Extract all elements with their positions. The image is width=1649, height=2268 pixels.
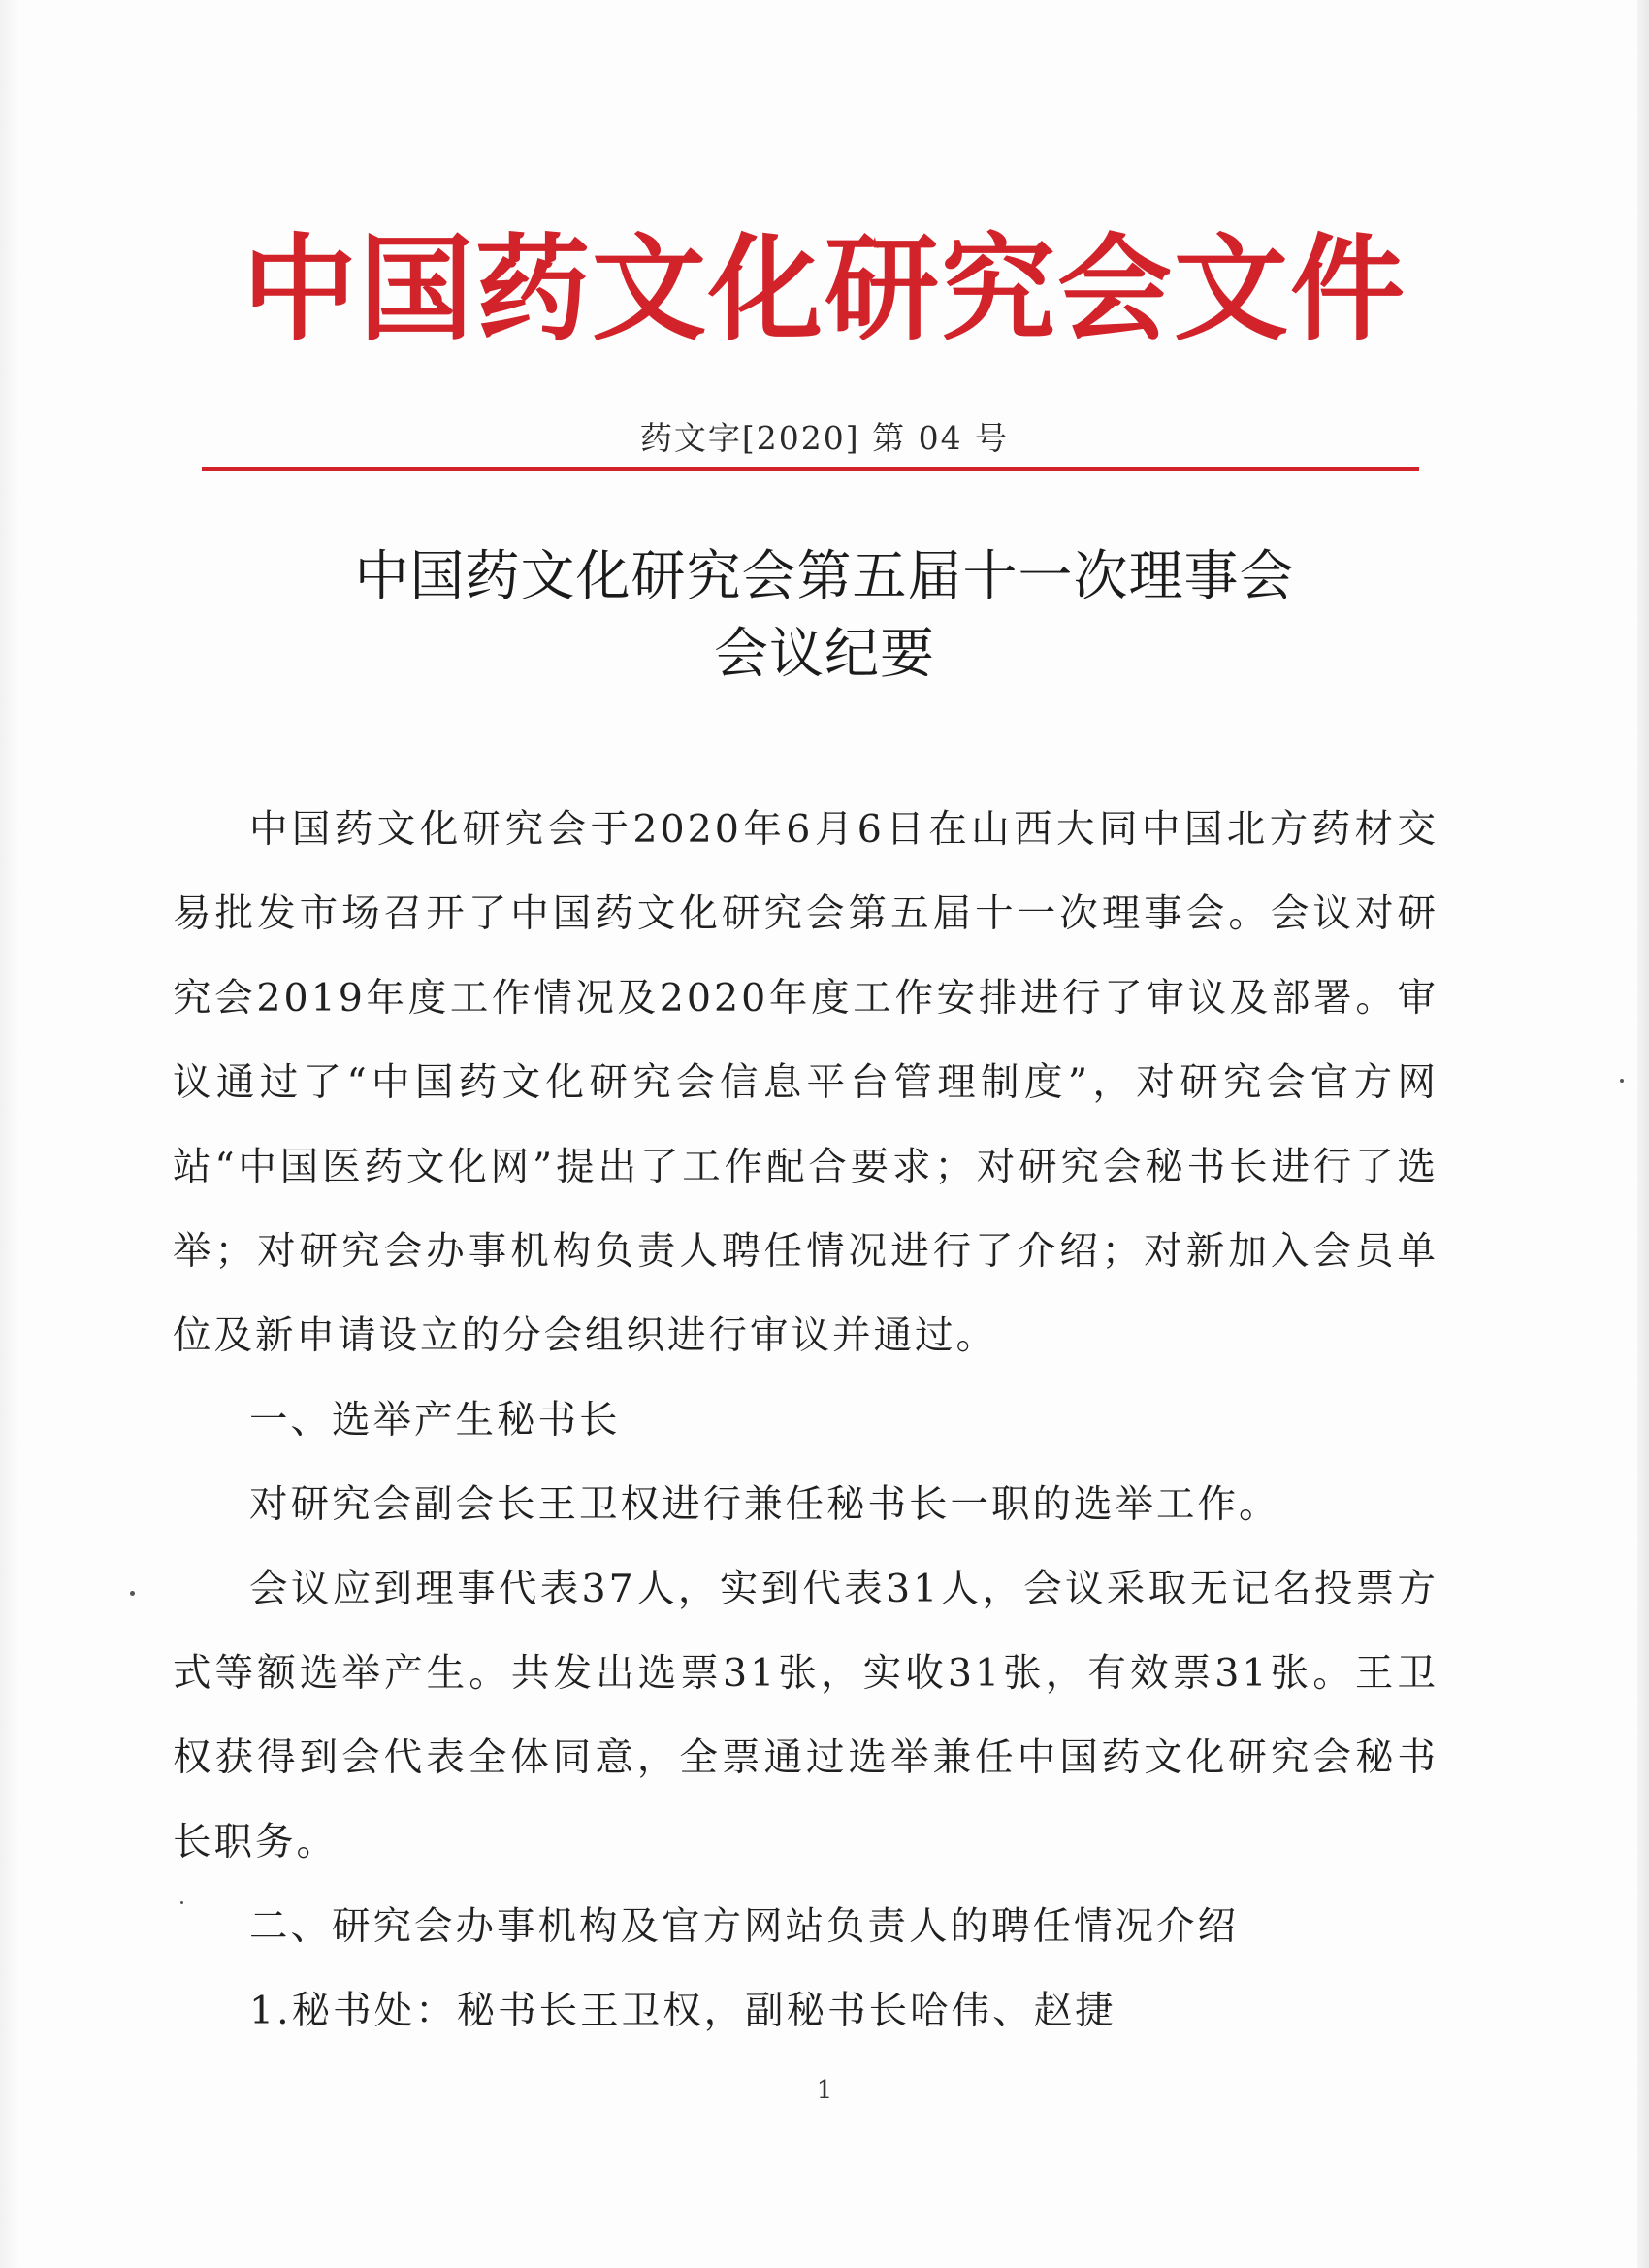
scan-speck	[130, 1591, 135, 1596]
section1-heading: 一、选举产生秘书长	[249, 1398, 621, 1442]
scan-speck	[1620, 1079, 1624, 1083]
scan-edge-left	[0, 0, 21, 2268]
page-number: 1	[816, 2076, 833, 2105]
section1-paragraph2: 会议应到理事代表37人，实到代表31人，会议采取无记名投票方式等额选举产生。共发出选票31张，实收31张，有效票31张。王卫权获得到会代表全体同意，全票通过选举兼任中国药文化研究会秘书长职务。	[173, 1567, 1439, 1864]
masthead-title: 中国药文化研究会文件	[242, 222, 1406, 356]
scan-edge-right	[1637, 0, 1649, 2268]
section2-heading: 二、研究会办事机构及官方网站负责人的聘任情况介绍	[249, 1904, 1239, 1949]
red-divider-line	[202, 467, 1419, 471]
document-title-line2: 会议纪要	[714, 623, 935, 686]
document-title-line1: 中国药文化研究会第五届十一次理事会	[354, 545, 1295, 608]
intro-paragraph: 中国药文化研究会于2020年6月6日在山西大同中国北方药材交易批发市场召开了中国药文化研究会第五届十一次理事会。会议对研究会2019年度工作情况及2020年度工作安排进行了审议及部署。审议通过了“中国药文化研究会信息平台管理制度”，对研究会官方网站“中国医药文化网”提出了工作配合要求；对研究会秘书长进行了选举；对研究会办事机构负责人聘任情况进行了介绍；对新加入会员单位及新申请设立的分会组织进行审议并通过。	[173, 807, 1439, 1358]
scan-speck	[180, 1901, 183, 1904]
section1-paragraph1: 对研究会副会长王卫权进行兼任秘书长一职的选举工作。	[249, 1482, 1280, 1527]
document-body	[173, 788, 1439, 2054]
document-title	[194, 538, 1455, 694]
document-number: 药文字[2020] 第 04 号	[639, 419, 1010, 457]
section2-item1: 1.秘书处：秘书长王卫权，副秘书长哈伟、赵捷	[249, 1989, 1116, 2033]
